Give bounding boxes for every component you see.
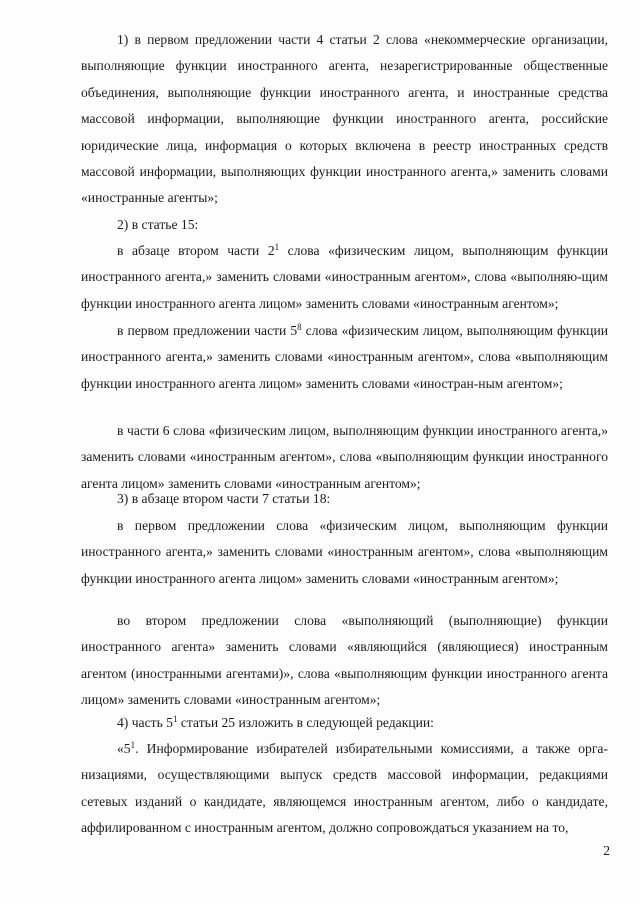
superscript-index: 8 bbox=[297, 322, 302, 332]
paragraph-9-text-start: 4) часть 5 bbox=[117, 715, 173, 730]
paragraph-10-text-start: «5 bbox=[117, 741, 131, 756]
superscript-index: 1 bbox=[130, 740, 136, 750]
page-number: 2 bbox=[603, 843, 610, 858]
paragraph-5: в части 6 слова «физическим лицом, выполняющим функции иностранного агента,» заменить словами «иностранным агентом», слова «выполняющим функции иностранного агента лицом» заменить словами «иностранным агентом»; bbox=[81, 423, 608, 491]
paragraph-3-text-end: слова «физическим лицом, выполняющим функции иностранного агента,» заменить словами «иностранным агентом», слова «выполняю-щим функции иностранного агента лицом» заменить словами «иностранным агентом»; bbox=[81, 243, 608, 311]
paragraph-8: во втором предложении слова «выполняющий (выполняющие) функции иностранного агента» заменить словами «являющийся (являющиеся) иностранным агентом (иностранными агентами)», слова «выполняющим функции иностранного агента лицом» заменить словами «иностранным агентом»; bbox=[81, 613, 608, 708]
paragraph-10 bbox=[81, 736, 608, 842]
paragraph-10-text-end: . Информирование избирателей избирательными комиссиями, а также орга-низациями, осуществляющими выпуск средств массовой информации, редакциями сетевых изданий о кандидате, являющемся иностранным агентом, либо о кандидате, аффилированном с иностранным агентом, должно сопровождаться указанием на то, bbox=[81, 741, 608, 836]
paragraph-3 bbox=[81, 238, 608, 317]
paragraph-9 bbox=[81, 710, 608, 736]
paragraph-4-text-end: слова «физическим лицом, выполняющим функции иностранного агента,» заменить словами «иностранным агентом», слова «выполняющим функции иностранного агента лицом» заменить словами «иностран-ным агентом»; bbox=[81, 323, 608, 391]
superscript-index: 1 bbox=[172, 714, 178, 724]
superscript-index: 1 bbox=[274, 242, 280, 252]
paragraph-2: 2) в статье 15: bbox=[117, 217, 199, 232]
paragraph-1: 1) в первом предложении части 4 статьи 2 слова «некоммерческие организации, выполняющие функции иностранного агента, незарегистрированные общественные объединения, выполняющие функции иностранного агента, и иностранные средства массовой информации, выполняющие функции иностранного агента, российские юридические лица, информация о которых включена в реестр иностранных средств массовой информации, выполняющих функции иностранного агента,» заменить словами «иностранные агенты»; bbox=[81, 32, 608, 206]
paragraph-4-text-start: в первом предложении части 5 bbox=[117, 323, 298, 338]
paragraph-4 bbox=[81, 318, 608, 397]
paragraph-9-text-end: статьи 25 изложить в следующей редакции: bbox=[177, 715, 434, 730]
paragraph-6: 3) в абзаце втором части 7 статьи 18: bbox=[117, 491, 331, 506]
paragraph-3-text-start: в абзаце втором части 2 bbox=[117, 243, 275, 258]
paragraph-7: в первом предложении слова «физическим лицом, выполняющим функции иностранного агента,» заменить словами «иностранным агентом», слова «выполняющим функции иностранного агента лицом» заменить словами «иностранным агентом»; bbox=[81, 518, 608, 586]
